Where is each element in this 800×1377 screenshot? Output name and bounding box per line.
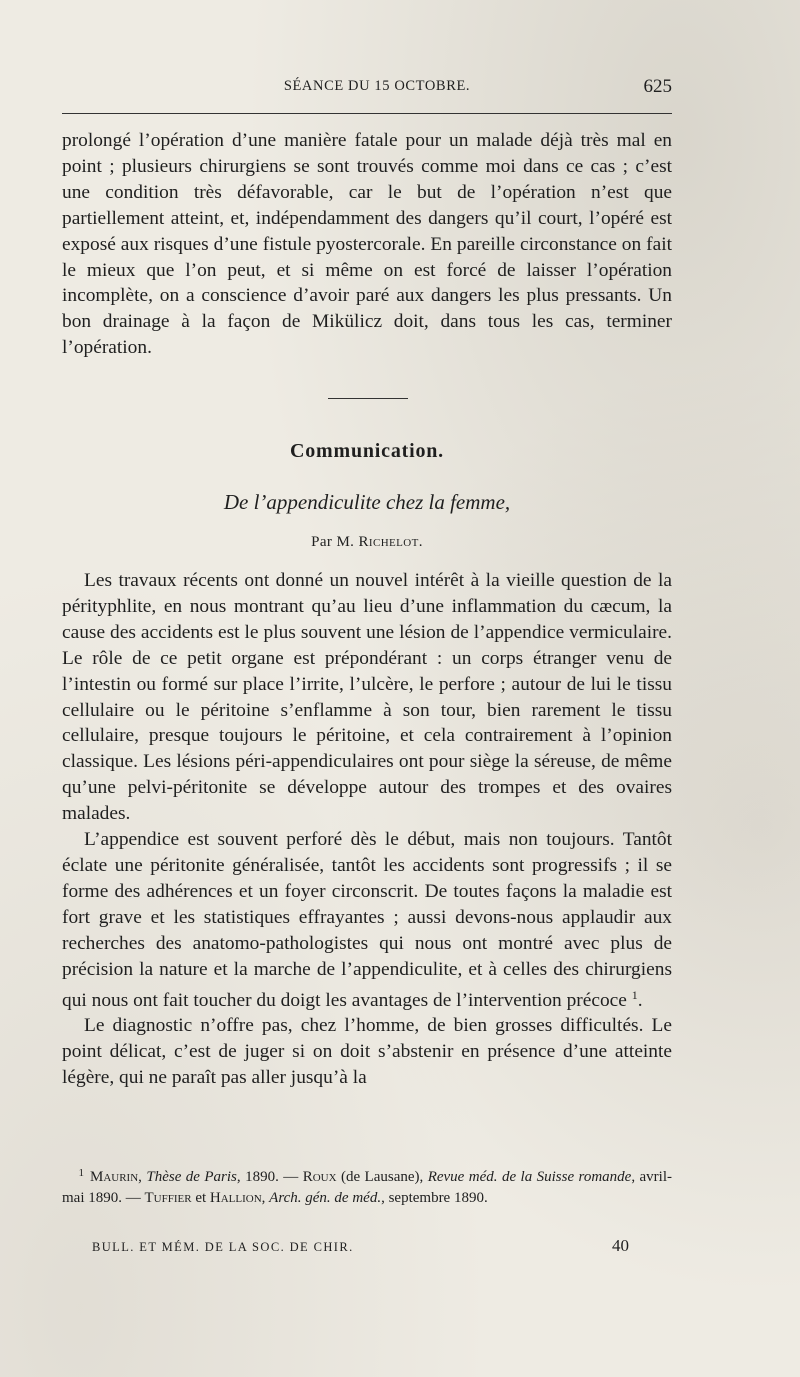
byline-author: Richelot. (358, 534, 423, 550)
signature-number: 40 (612, 1236, 629, 1255)
article-title: De l’appendiculite chez la femme, (223, 490, 511, 514)
continuation-paragraph: prolongé l’opération d’une manière fatale pour un malade déjà très mal en point ; plusieurs chirurgiens se sont trouvés comme moi dans ce cas ; c’est une condition très défavorable, car le but de l’opération n’est que partiellement atteint, et, indépendamment des dangers qu’il court, l’opéré est exposé aux risques d’une fistule pyostercorale. En pareille circonstance on fait le mieux que l’on peut, et si même on est forcé de laisser l’opération incomplète, on a conscience d’avoir paré aux dangers les plus pressants. Un bon drainage à la façon de Mikülicz doit, dans tous les cas, terminer l’opération. (62, 130, 672, 359)
body-paragraph-text: L’appendice est souvent perforé dès le début, mais non toujours. Tantôt éclate une péritonite généralisée, tantôt les accidents sont progressifs ; il se forme des adhérences et un foyer circonscrit. De toutes façons la maladie est fort grave et les statistiques effrayantes ; aussi devons-nous applaudir aux recherches des anatomo-pathologistes qui nous ont montré avec plus de précision la nature et la marche de l’appendiculite, et à celles des chirurgiens qui nous ont fait toucher du doigt les avantages de l’intervention précoce (62, 829, 672, 1011)
page-number: 625 (643, 76, 672, 97)
signature-line: BULL. ET MÉM. DE LA SOC. DE CHIR. (92, 1240, 354, 1254)
running-head-title: SÉANCE DU 15 OCTOBRE. (283, 78, 471, 94)
footnote-work: Arch. gén. de méd. (269, 1190, 382, 1206)
footnote-text: et (191, 1190, 210, 1206)
footnote-author: Hallion (209, 1190, 262, 1206)
footnote-text: , avril-mai 1890. — (62, 1169, 673, 1206)
header-rule (62, 113, 672, 114)
body-paragraph (62, 827, 672, 1013)
footnote-text: (de Lausane), (336, 1169, 428, 1185)
running-head (62, 78, 672, 102)
continuation-text (62, 128, 672, 361)
body-paragraph: Les travaux récents ont donné un nouvel intérêt à la vieille question de la pérityphlite, en nous montrant qu’au lieu d’une inflammation du cæcum, la cause des accidents est le plus souvent une lésion de l’appendice vermiculaire. Le rôle de ce petit organe est prépondérant : un corps étranger venu de l’intestin ou formé sur place l’irrite, l’ulcère, le perfore ; autour de lui le tissu cellulaire ou le péritoine s’enflamme à son tour, bien rarement le tissu cellulaire, presque toujours le péritoine, et cela contrairement à l’opinion classique. Les lésions péri-appendiculaires ont pour siège la séreuse, de même qu’une pelvi-péritonite se développe autour des trompes et des ovaires malades. (62, 570, 672, 825)
body-paragraph: Le diagnostic n’offre pas, chez l’homme, de bien grosses difficultés. Le point délicat, c’est de juger si on doit s’abstenir en présence d’une atteinte légère, qui ne paraît pas aller jusqu’à la (62, 1015, 672, 1089)
footnote-reference-trail: . (637, 989, 643, 1011)
footnote-author: Tuffier (144, 1190, 192, 1206)
footnote-work: Thèse de Paris (146, 1169, 237, 1185)
byline (62, 534, 672, 551)
footnote-author: Roux (302, 1169, 337, 1185)
footnote-text: , 1890. — (236, 1169, 303, 1185)
section-heading: Communication. (290, 440, 444, 462)
byline-prefix: Par M. (311, 534, 355, 550)
footnote-reference: 1 (631, 987, 638, 1002)
footnote-author: Maurin (90, 1169, 139, 1185)
article-body (62, 568, 672, 1091)
footnote-mark: 1 (78, 1167, 84, 1179)
footnote-work: Revue méd. de la Suisse romande (427, 1169, 632, 1185)
section-divider (328, 398, 408, 399)
footnote-text: , septembre 1890. (381, 1190, 488, 1206)
footnotes: 1 Maurin, Thèse de Paris, 1890. — Roux (de Lausane), Revue méd. de la Suisse romande, avril-mai 1890. — Tuffier et Hallion, Arch. gén. de méd., septembre 1890. (62, 1163, 672, 1209)
